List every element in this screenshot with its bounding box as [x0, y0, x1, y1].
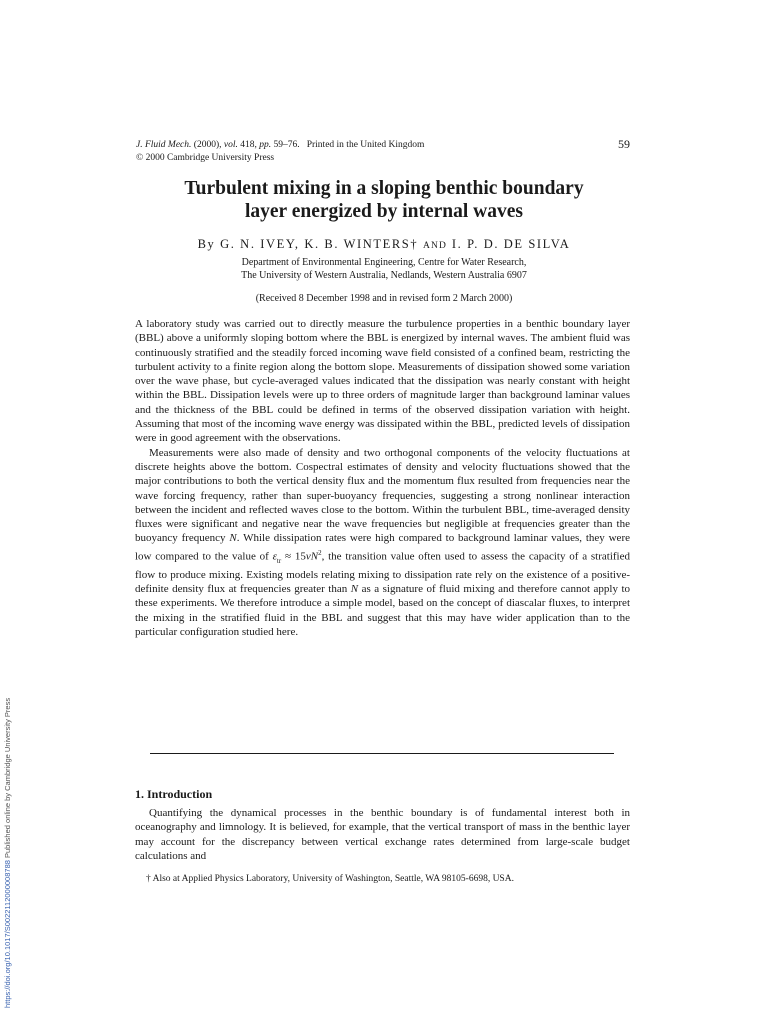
printed-in: Printed in the United Kingdom	[306, 140, 425, 150]
author-names-1: G. N. IVEY, K. B. WINTERS†	[220, 237, 419, 251]
journal-name: J. Fluid Mech.	[136, 140, 192, 150]
received-dates: (Received 8 December 1998 and in revised form 2 March 2000)	[255, 293, 513, 304]
article-title	[110, 177, 658, 223]
abstract	[135, 317, 630, 639]
volume-label: vol.	[223, 140, 238, 150]
abstract-paragraph-2: Measurements were also made of density and two orthogonal components of the velocity fluctuations at discrete heights above the bottom. Cospectral estimates of density and velocity fluctuations showed that the major contributions to both the vertical density flux and the momentum flux resulted from frequencies near the wave forcing frequency, rather than super-buoyancy frequencies, suggesting a strong nonlinear interaction between the incident and reflected waves close to the bottom. Within the turbulent BBL, time-averaged density fluxes were significant and negative near the wave frequencies but negligible at frequencies greater than the buoyancy frequency N. While dissipation rates were high compared to background laminar values, they were low compared to the value of $\varepsilon_{tr} \approx 15\nu N^2$, the transition value often used to assess the capacity of a stratified flow to produce mixing. Existing models relating mixing to dissipation rate rely on the existence of a positive-definite density flux at frequencies greater than N as a signature of fluid mixing and therefore cannot apply to these experiments. We therefore introduce a simple model, based on the concept of diascalar fluxes, to interpret the mixing in the stratified fluid in the BBL and suggest that this may have wider application than to the particular configuration studied here.	[135, 446, 631, 639]
author-line	[100, 237, 668, 252]
author-prefix: By	[197, 237, 216, 251]
section-heading: 1. Introduction	[135, 787, 213, 801]
journal-citation	[136, 139, 630, 151]
page-number: 59	[618, 137, 630, 151]
journal-pages: 59–76.	[273, 140, 300, 150]
author-names-2: I. P. D. DE SILVA	[451, 237, 571, 251]
section-paragraph: Quantifying the dynamical processes in the benthic boundary is of fundamental interest both in oceanography and limnology. It is believed, for example, that the vertical transport of mass in the benthic layer may account for the discrepancy between vertical exchange rates determined from large-scale budget calculations and	[135, 807, 630, 862]
title-line-1: Turbulent mixing in a sloping benthic boundary	[184, 178, 584, 199]
footnote: † Also at Applied Physics Laboratory, University of Washington, Seattle, WA 98105-6698, USA.	[146, 874, 514, 884]
pages-label: pp.	[259, 140, 272, 150]
doi-link[interactable]: https://doi.org/10.1017/S0022112000008788	[3, 860, 12, 1008]
abstract-paragraph-1: A laboratory study was carried out to directly measure the turbulence properties in a benthic boundary layer (BBL) above a uniformly sloping bottom where the BBL is energized by internal waves. The ambient fluid was continuously stratified and the steadily forced incoming wave field consisted of a confined beam, restricting the turbulent activity to a finite region along the bottom slope. Measurements of dissipation showed some variation over the wave phase, but cycle-averaged values indicated that the dissipation was nearly constant with height within the BBL. Dissipation levels were up to three orders of magnitude larger than background laminar values and the thickness of the BBL could be defined in terms of the observed dissipation variation with height. Assuming that most of the incoming wave energy was dissipated within the BBL, predicted levels of dissipation were in good agreement with the observations.	[135, 318, 630, 445]
abstract-divider	[150, 753, 614, 754]
side-doi-strip	[2, 688, 14, 1008]
copyright-line: © 2000 Cambridge University Press	[136, 153, 275, 163]
title-line-2: layer energized by internal waves	[244, 201, 523, 222]
journal-volume: 418,	[240, 140, 257, 150]
author-and: AND	[422, 241, 448, 251]
journal-year: (2000),	[193, 140, 222, 150]
published-online: Published online by Cambridge University Press	[3, 697, 12, 858]
affiliation-line-1: Department of Environmental Engineering, Centre for Water Research,	[241, 257, 527, 268]
affiliation-line-2: The University of Western Australia, Nedlands, Western Australia 6907	[241, 269, 527, 281]
affiliation	[150, 257, 618, 282]
